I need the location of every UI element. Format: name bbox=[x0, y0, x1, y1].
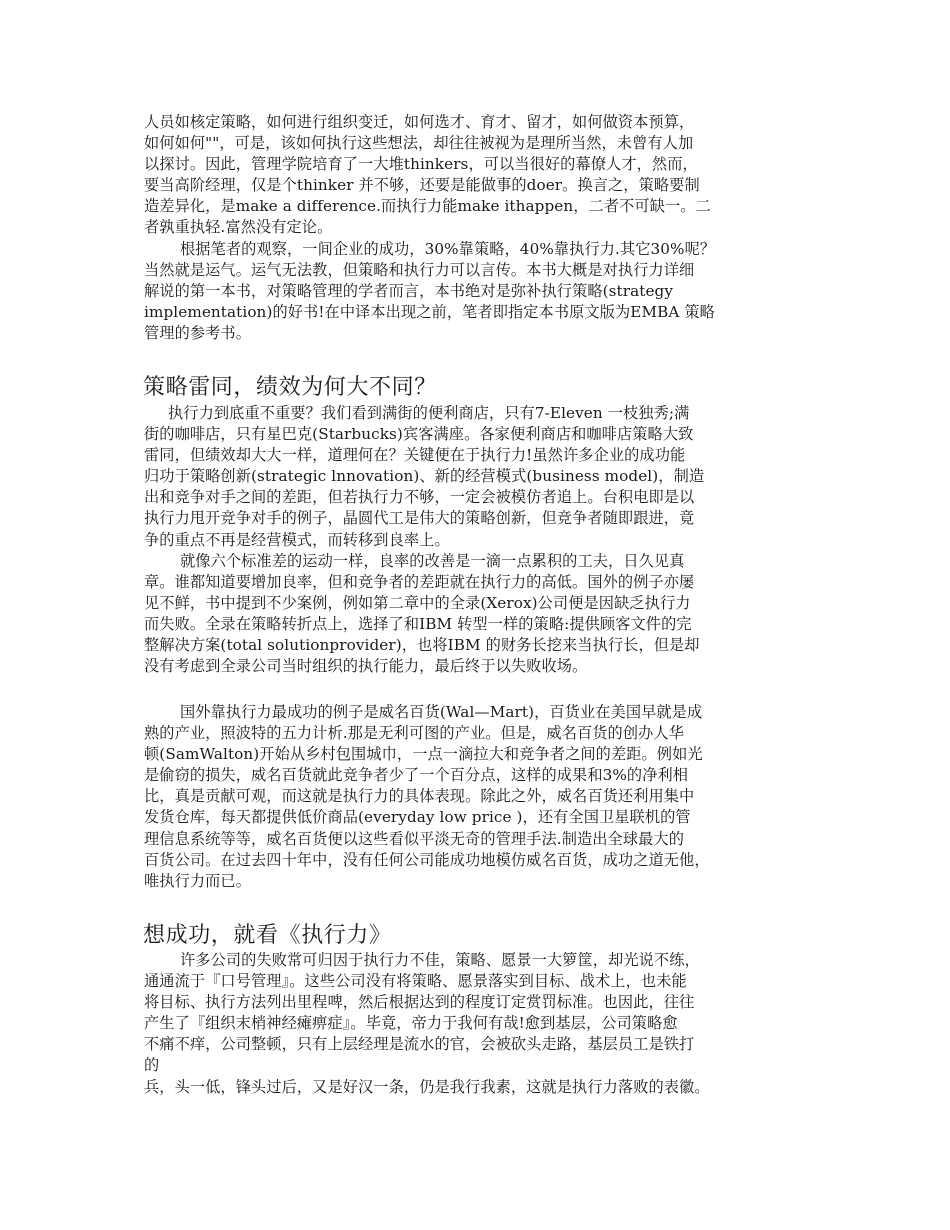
text-line: 产生了『组织末梢神经瘫痹症』。毕竟，帝力于我何有哉!愈到基层，公司策略愈 bbox=[144, 1014, 678, 1033]
text-line: 国外靠执行力最成功的例子是威名百货(Wal—Mart)，百货业在美国早就是成 bbox=[180, 703, 703, 721]
section2-paragraph-1 bbox=[144, 950, 824, 1098]
text-line: 兵，头一低，锋头过后，又是好汉一条，仍是我行我素，这就是执行力落败的表徽。 bbox=[144, 1077, 710, 1096]
text-line: 出和竞争对手之间的差距，但若执行力不够，一定会被模仿者追上。台积电即是以 bbox=[144, 488, 695, 507]
intro-paragraph-1 bbox=[144, 112, 824, 239]
text-line: 而失败。全录在策略转折点上，选择了和IBM 转型一样的策略:提供顾客文件的完 bbox=[144, 615, 692, 634]
text-line: 管理的参考书。 bbox=[144, 324, 252, 343]
section1-paragraph-1 bbox=[144, 403, 824, 551]
text-line: 人员如核定策略，如何进行组织变迁，如何选才、育才、留才，如何做资本预算， bbox=[144, 113, 695, 131]
text-line: 以探讨。因此，管理学院培育了一大堆thinkers，可以当很好的幕僚人才，然而， bbox=[144, 155, 698, 174]
section1-paragraph-3 bbox=[144, 702, 824, 892]
text-line: 归功于策略创新(strategic lnnovation)、新的经营模式(business model)，制造 bbox=[144, 467, 705, 486]
text-line: 雷同，但绩效却大大一样，道理何在？关键便在于执行力!虽然许多企业的成功能 bbox=[144, 446, 686, 465]
text-line: 通通流于『口号管理』。这些公司没有将策略、愿景落实到目标、战术上，也未能 bbox=[144, 972, 687, 991]
text-line: 不痛不痒，公司整顿，只有上层经理是流水的官，会被砍头走路，基层员工是铁打 bbox=[144, 1035, 695, 1054]
text-line: 是偷窃的损失，威名百货就此竞争者少了一个百分点，这样的成果和3%的净利相 bbox=[144, 766, 689, 785]
section-heading: 想成功，就看《执行力》 bbox=[143, 923, 392, 948]
text-line: 百货公司。在过去四十年中，没有任何公司能成功地模仿威名百货，成功之道无他， bbox=[144, 850, 710, 869]
text-line: 的 bbox=[144, 1056, 160, 1075]
text-line: 者孰重执轻.富然没有定论。 bbox=[144, 218, 333, 237]
text-line: 比，真是贡献可观，而这就是执行力的具体表现。除此之外，威名百货还利用集中 bbox=[144, 787, 695, 806]
text-line: 解说的第一本书，对策略管理的学者而言，本书绝对是弥补执行策略(strategy bbox=[144, 282, 674, 301]
section-heading: 策略雷同，绩效为何大不同？ bbox=[143, 375, 437, 400]
text-line: 许多公司的失败常可归因于执行力不佳，策略、愿景一大箩筐，却光说不练， bbox=[180, 951, 700, 969]
text-line: 街的咖啡店，只有星巴克(Starbucks)宾客满座。各家便利商店和咖啡店策略大致 bbox=[144, 425, 694, 444]
text-line: 整解决方案(total solutionprovider)，也将IBM 的财务长挖来当执行长，但是却 bbox=[144, 636, 700, 655]
text-line: 争的重点不再是经营模式，而转移到良率上。 bbox=[144, 530, 450, 549]
text-line: 造差异化，是make a difference.而执行力能make ithappen，二者不可缺一。二 bbox=[144, 197, 711, 216]
text-line: 如何如何""，可是，该如何执行这些想法，却往往被视为是理所当然，未曾有人加 bbox=[144, 134, 694, 153]
text-line: 就像六个标准差的运动一样，良率的改善是一滴一点累积的工夫，日久见真 bbox=[180, 552, 685, 570]
text-line: 理信息系统等等，威名百货便以这些看似平淡无奇的管理手法.制造出全球最大的 bbox=[144, 829, 684, 848]
text-line: 要当高阶经理，仅是个thinker 并不够，还要是能做事的doer。换言之，策略要制 bbox=[144, 176, 700, 195]
text-line: 执行力甩开竞争对手的例子，晶圆代工是伟大的策略创新，但竞争者随即跟进，竟 bbox=[144, 509, 695, 528]
text-line: 章。谁都知道要增加良率，但和竞争者的差距就在执行力的高低。国外的例子亦屡 bbox=[144, 573, 695, 592]
text-line: 执行力到底重不重要？我们看到满街的便利商店，只有7-Eleven 一枝独秀;满 bbox=[168, 404, 690, 422]
text-line: 见不鲜，书中提到不少案例，例如第二章中的全录(Xerox)公司便是因缺乏执行力 bbox=[144, 594, 691, 613]
text-line: 顿(SamWalton)开始从乡村包围城巾，一点一滴拉大和竞争者之间的差距。例如光 bbox=[144, 745, 703, 764]
text-line: 没有考虑到全录公司当时组织的执行能力，最后终于以失败收场。 bbox=[144, 657, 588, 676]
intro-paragraph-2 bbox=[144, 239, 824, 344]
text-line: 熟的产业，照波特的五力计析.那是无利可图的产业。但是，威名百货的创办人华 bbox=[144, 724, 684, 743]
text-line: 唯执行力而已。 bbox=[144, 871, 252, 890]
section1-paragraph-2 bbox=[144, 551, 824, 678]
text-line: 当然就是运气。运气无法教，但策略和执行力可以言传。本书大概是对执行力详细 bbox=[144, 261, 695, 280]
text-line: 根据笔者的观察，一间企业的成功，30%靠策略，40%靠执行力.其它30%呢？ bbox=[180, 240, 716, 258]
text-line: 将目标、执行方法列出里程啤，然后根据达到的程度订定赏罚标准。也因此，往往 bbox=[144, 993, 695, 1012]
text-line: 发货仓库，每天都提供低价商品(everyday low price )，还有全国卫星联机的管 bbox=[144, 808, 691, 827]
text-line: implementation)的好书!在中译本出现之前，笔者即指定本书原文版为EMBA 策略 bbox=[144, 303, 715, 322]
